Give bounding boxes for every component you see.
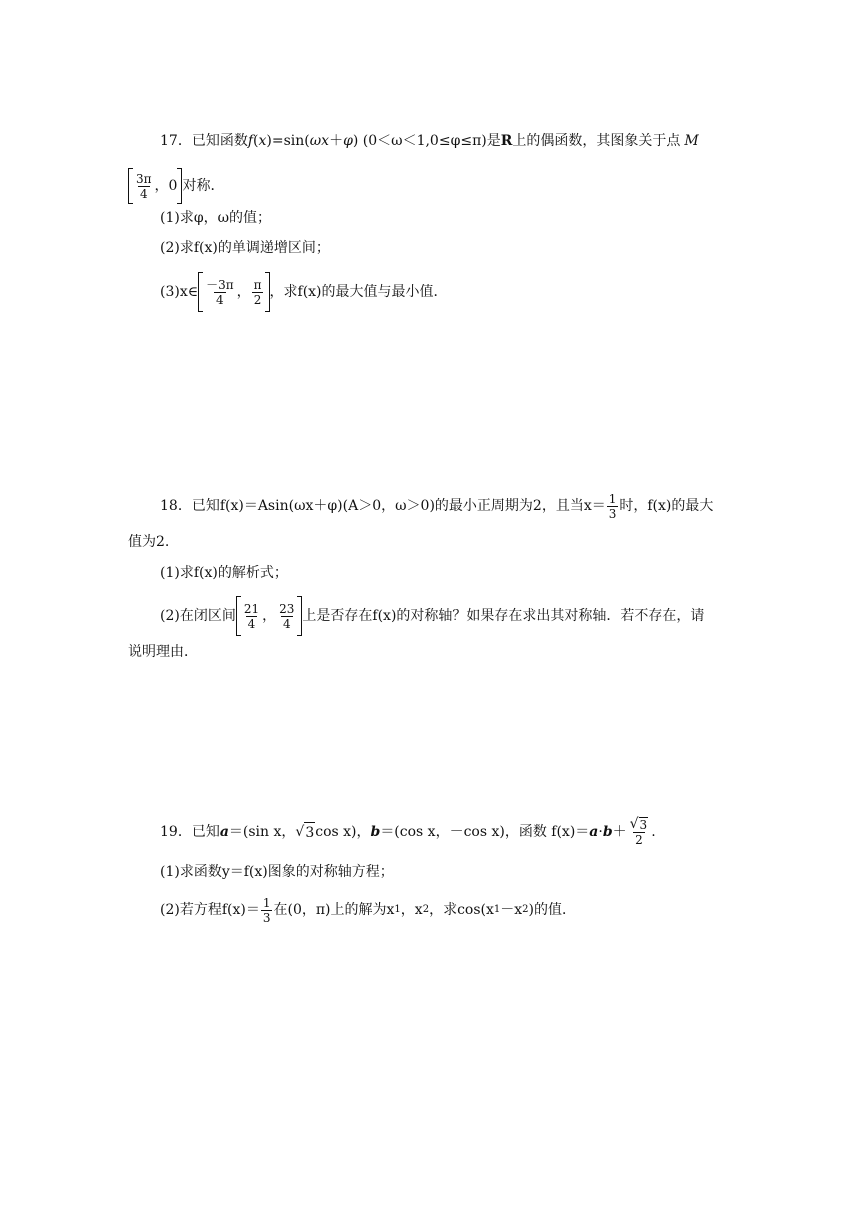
q19-sub-2: 2: [422, 904, 430, 915]
q19-vec-a: a: [219, 824, 229, 840]
q19-sub2-tail: ，求cos(x: [429, 902, 494, 918]
q19-frac-num: 3: [639, 818, 648, 832]
q19-pre: 19．已知: [160, 824, 220, 840]
q19-sub2-den: 3: [262, 910, 271, 925]
q17-f: f: [247, 133, 254, 149]
q18-line-last: [128, 642, 198, 662]
q19-comma: ，x: [400, 902, 423, 918]
q17-a-den: 4: [216, 292, 224, 307]
q19-frac: √ 3 2: [629, 816, 648, 847]
q17-intro: 17．已知函数: [160, 133, 248, 149]
q17-R: R: [500, 133, 513, 149]
q19-sub2-end: )的值．: [528, 902, 577, 918]
q18-line1-post: 时，f(x)的最大: [619, 498, 714, 514]
q18-b-den: 4: [282, 616, 291, 631]
q19-sub-1: 1: [394, 904, 401, 915]
q19-plus: ＋: [612, 824, 627, 840]
q17-sub2: [160, 238, 330, 258]
q19-cosx: cos x)，: [315, 824, 371, 840]
q17-eq-sin: =sin(: [271, 133, 310, 149]
q19-minus: －x: [500, 902, 523, 918]
q18-line1-pre: 18．已知f(x)＝Asin(ωx＋φ)(A＞0，ω＞0)的最小正周期为2，且当x＝: [160, 498, 606, 514]
q18-sub2-post: 上是否存在f(x)的对称轴？如果存在求出其对称轴．若不存在，请: [302, 608, 705, 624]
q17-M: M: [684, 133, 699, 149]
q17-point-den: 4: [139, 186, 148, 201]
q19-eq1: ＝(sin x，: [228, 824, 296, 840]
q18-sub2-pre: (2)在闭区间: [160, 608, 236, 624]
q17-point-bracket-left: [128, 168, 133, 204]
q19-ab-b: b: [602, 824, 613, 840]
q18-line2-text: 值为2.: [128, 534, 170, 550]
q19-dot: ·: [598, 824, 603, 840]
q19-sub2-frac: [261, 896, 273, 925]
q18-interval-left: [236, 596, 241, 636]
q18-frac-den: 3: [608, 506, 617, 521]
q18-line2: [128, 532, 169, 552]
q18-sub1-text: (1)求f(x)的解析式；: [160, 565, 288, 581]
q17-line2: [128, 168, 224, 204]
q18-line1: [160, 486, 713, 526]
q17-interval-a: [204, 278, 236, 307]
q18-sub2: (2)在闭区间 $\frac{21}{4}$ ， $\frac{23}{4}$ 上是否存在f(x)的对称轴？如果存在求出其对称轴．若不存在，请: [160, 594, 704, 638]
q17-line1-end: 上的偶函数，其图象关于点: [512, 133, 681, 149]
q17-condition: ) (0＜ω＜1,0≤φ≤π)是: [352, 133, 501, 149]
q19-frac-den: 2: [635, 833, 643, 847]
q18-sub1: [160, 563, 288, 583]
q19-line1: [160, 812, 656, 852]
q18-a-num: 21: [243, 601, 260, 616]
q17-sub1-text: (1)求φ，ω的值；: [160, 210, 272, 226]
q19-sub2-post: 在(0，π)上的解为x: [273, 902, 395, 918]
q19-eq2: ＝(cos x，－cos x)，函数 f(x)＝: [380, 824, 590, 840]
q19-sqrt3-val: 3: [304, 822, 315, 843]
q19-sub2-pre: (2)若方程f(x)＝: [160, 902, 260, 918]
q17-interval-left: [198, 272, 203, 312]
q17-sub1: [160, 208, 271, 228]
q17-phi: φ: [343, 133, 353, 149]
q17-point-tail: ，0: [154, 178, 178, 194]
q17-omega: ω: [309, 133, 322, 149]
q19-end: .: [651, 824, 656, 840]
q17-x: x: [258, 133, 267, 149]
q19-sub1: [160, 862, 394, 882]
q17-point-num: 3π: [136, 171, 152, 186]
q17-b-num: π: [253, 277, 262, 292]
q17-interval-b: [252, 278, 264, 307]
q18-a-den: 4: [247, 616, 256, 631]
q19-sub2-num: 1: [262, 895, 271, 910]
q17-line1: 17．已知函数 f ( x ) =sin( ω x ＋ φ ) (0＜ω＜1,0≤φ≤π)是 R 上的偶函数，其图象关于点 M: [160, 133, 699, 149]
q18-line-last-text: 说明理由．: [128, 644, 198, 660]
q17-sub3-post: ，求f(x)的最大值与最小值．: [269, 284, 448, 300]
q18-interval-b: [277, 602, 296, 631]
q17-a-num: －3π: [206, 277, 234, 292]
q17-point-frac: [134, 172, 154, 201]
q19-sqrt3: √ 3: [295, 823, 315, 841]
q17-plus: ＋: [329, 133, 344, 149]
q17-sub3: (3)x∈ $\frac{-3\pi}{4}$ ， $\frac{\pi}{2}$ ，求f(x)的最大值与最小值．: [160, 270, 448, 314]
q19-sub2: [160, 890, 576, 930]
q17-line2-end: 对称．: [182, 178, 225, 194]
q19-sub-4: 2: [522, 904, 529, 915]
q19-vec-b: b: [370, 824, 381, 840]
q18-frac: [607, 492, 619, 521]
q18-frac-num: 1: [608, 491, 617, 506]
q18-b-num: 23: [279, 601, 295, 616]
q19-ab-a: a: [589, 824, 599, 840]
q19-sub1-text: (1)求函数y＝f(x)图象的对称轴方程；: [160, 864, 394, 880]
q18-interval-a: [242, 602, 261, 631]
q17-sub3-pre: (3)x∈: [160, 284, 199, 300]
q17-sub2-text: (2)求f(x)的单调递增区间；: [160, 240, 330, 256]
q19-sub-3: 1: [493, 904, 501, 915]
q17-b-den: 2: [253, 292, 262, 307]
